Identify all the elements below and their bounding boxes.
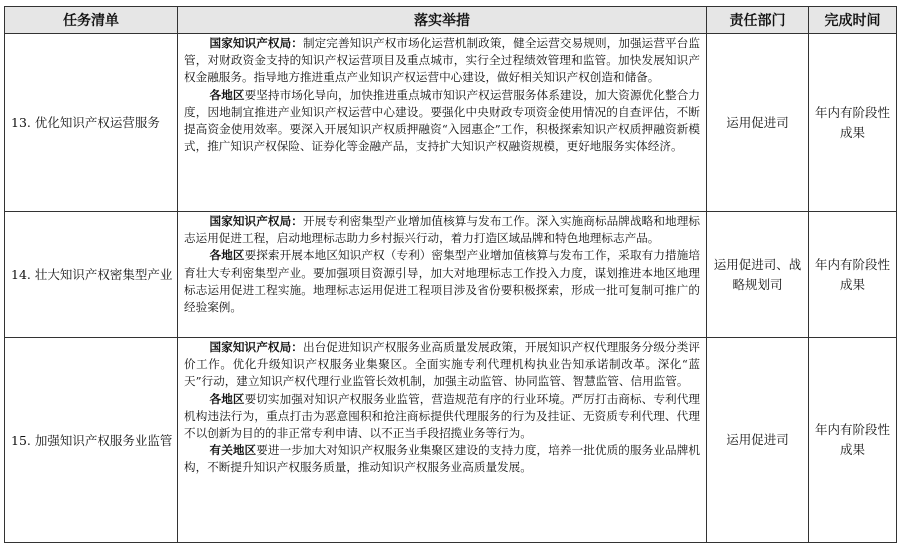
header-task: 任务清单: [5, 7, 178, 34]
header-department: 责任部门: [707, 7, 809, 34]
deadline-cell: 年内有阶段性成果: [809, 338, 897, 543]
department-cell: 运用促进司、战略规划司: [707, 212, 809, 338]
task-cell: 15. 加强知识产权服务业监管: [5, 338, 178, 543]
measure-paragraph: [184, 213, 700, 247]
measure-lead: 国家知识产权局：: [209, 214, 303, 228]
measure-text: 出台促进知识产权服务业高质量发展政策，开展知识产权代理服务分级分类评价工作。优化升级知识产权服务业集聚区。全面实施专利代理机构执业告知承诺制改革。深化“蓝天”行动，建立知识产权代理行业监管长效机制，加强主动监管、协同监管、智慧监管、信用监管。: [184, 340, 700, 389]
measure-text: 要切实加强对知识产权服务业监管，营造规范有序的行业环境。严厉打击商标、专利代理机构违法行为，重点打击为恶意囤积和抢注商标提供代理服务的行为及挂证、无资质专利代理、代理不以创新为目的的非正常专利申请、以不正当手段招揽业务等行为。: [184, 391, 700, 441]
measure-lead: 有关地区: [209, 443, 257, 458]
department-cell: 运用促进司: [707, 34, 809, 212]
measure-lead: 各地区: [209, 87, 245, 102]
measure-paragraph: [184, 247, 700, 316]
measure-paragraph: [184, 87, 700, 156]
measure-paragraph: [184, 442, 700, 476]
measure-text: 要探索开展本地区知识产权（专利）密集型产业增加值核算与发布工作，采取有力措施培育壮大专利密集型产业。要加强项目资源引导，加大对地理标志工作投入力度，谋划推进本地区地理标志运用促进工程实施。地理标志运用促进工程项目涉及省份要积极探索，形成一批可复制可推广的经验案例。: [184, 248, 700, 315]
table-row: [5, 34, 897, 212]
header-measure: 落实举措: [178, 7, 707, 34]
deadline-cell: 年内有阶段性成果: [809, 34, 897, 212]
measure-paragraph: [184, 339, 700, 391]
measure-paragraph: [184, 391, 700, 443]
measure-lead: 国家知识产权局：: [209, 340, 303, 354]
table-row: [5, 338, 897, 543]
measure-cell: [178, 34, 707, 212]
measure-cell: [178, 212, 707, 338]
measure-text: 开展专利密集型产业增加值核算与发布工作。深入实施商标品牌战略和地理标志运用促进工程，启动地理标志助力乡村振兴行动，着力打造区域品牌和特色地理标志产品。: [184, 214, 700, 246]
deadline-cell: 年内有阶段性成果: [809, 212, 897, 338]
header-deadline: 完成时间: [809, 7, 897, 34]
measure-text: 要进一步加大对知识产权服务业集聚区建设的支持力度，培养一批优质的服务业品牌机构，不断提升知识产权服务质量，推动知识产权服务业高质量发展。: [184, 443, 700, 475]
task-cell: 14. 壮大知识产权密集型产业: [5, 212, 178, 338]
header-row: [5, 7, 897, 34]
measure-text: 制定完善知识产权市场化运营机制政策，健全运营交易规则，加强运营平台监管，对财政资金支持的知识产权运营项目及重点城市，实行全过程绩效管理和监管。加快发展知识产权金融服务。指导地方推进重点产业知识产权运营中心建设，做好相关知识产权创造和储备。: [184, 36, 700, 85]
measure-text: 要坚持市场化导向，加快推进重点城市知识产权运营服务体系建设，加大资源优化整合力度，因地制宜推进产业知识产权运营中心建设。要强化中央财政专项资金使用情况的自查评估，不断提高资金使用效率。要深入开展知识产权质押融资“入园惠企”工作，积极探索知识产权质押融资新模式，推广知识产权保险、证券化等金融产品，支持扩大知识产权融资规模，更好地服务实体经济。: [184, 87, 700, 154]
measure-cell: [178, 338, 707, 543]
measure-paragraph: [184, 35, 700, 87]
task-cell: 13. 优化知识产权运营服务: [5, 34, 178, 212]
measure-lead: 国家知识产权局：: [209, 36, 303, 50]
measure-lead: 各地区: [209, 391, 245, 406]
department-cell: 运用促进司: [707, 338, 809, 543]
table-row: [5, 212, 897, 338]
measure-lead: 各地区: [209, 248, 245, 263]
task-table: [4, 6, 897, 543]
